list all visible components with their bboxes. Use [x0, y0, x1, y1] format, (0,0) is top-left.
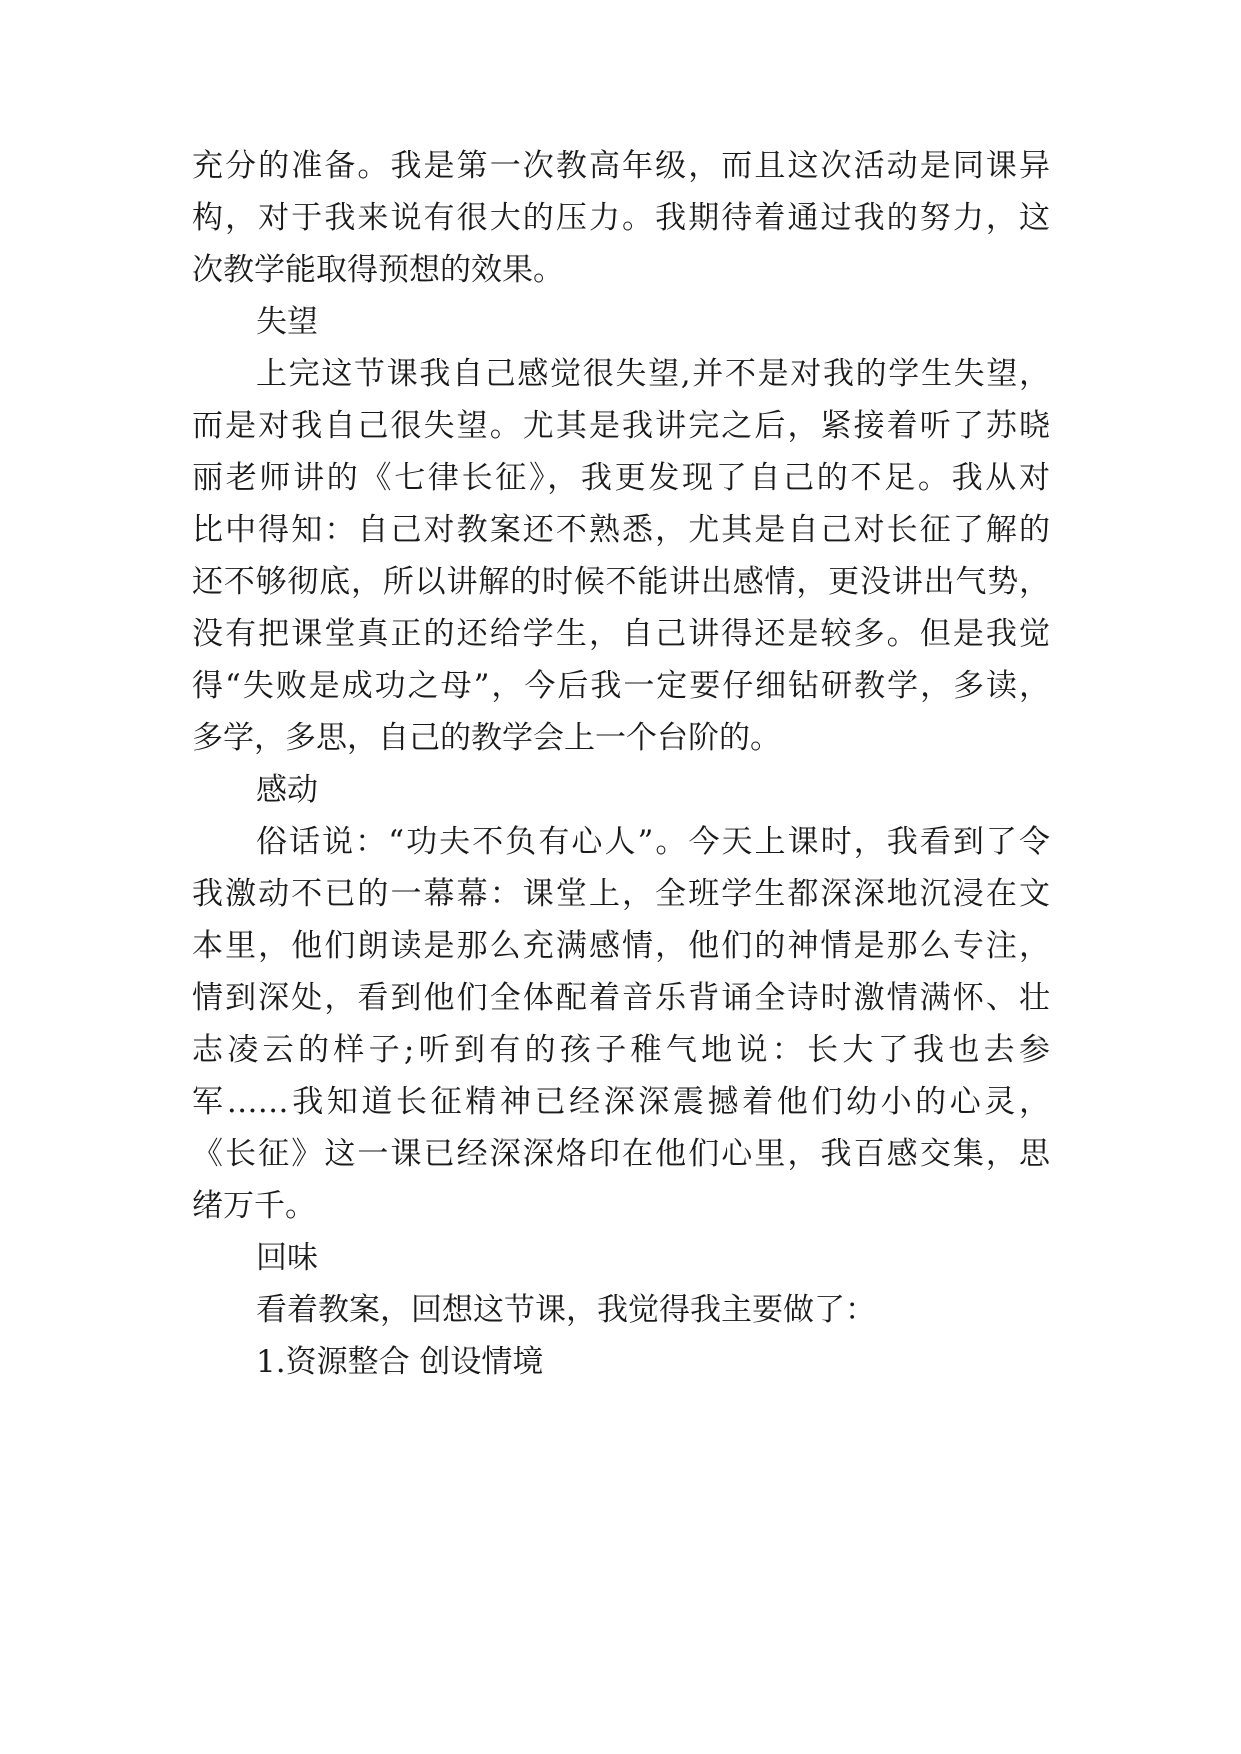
paragraph-line: 志凌云的样子;听到有的孩子稚气地说：长大了我也去参 [192, 1032, 1050, 1068]
paragraph-line: 情到深处，看到他们全体配着音乐背诵全诗时激情满怀、壮 [192, 980, 1050, 1016]
paragraph-line: 构，对于我来说有很大的压力。我期待着通过我的努力，这 [192, 200, 1050, 236]
section-heading: 失望 [256, 304, 318, 340]
paragraph-line: 充分的准备。我是第一次教高年级，而且这次活动是同课异 [192, 148, 1050, 184]
paragraph-line: 得“失败是成功之母”，今后我一定要仔细钻研教学，多读， [192, 668, 1050, 704]
section-heading: 感动 [256, 772, 318, 808]
paragraph-line: 丽老师讲的《七律长征》，我更发现了自己的不足。我从对 [192, 460, 1050, 496]
paragraph-line: 本里，他们朗读是那么充满感情，他们的神情是那么专注， [192, 928, 1050, 964]
paragraph-line: 绪万千。 [192, 1188, 316, 1224]
list-item: 1.资源整合 创设情境 [256, 1344, 544, 1380]
section-heading: 回味 [256, 1240, 318, 1276]
paragraph-line: 而是对我自己很失望。尤其是我讲完之后，紧接着听了苏晓 [192, 408, 1050, 444]
paragraph-line: 我激动不已的一幕幕：课堂上，全班学生都深深地沉浸在文 [192, 876, 1050, 912]
paragraph-line: 看着教案，回想这节课，我觉得我主要做了： [256, 1292, 876, 1328]
paragraph-line: 还不够彻底，所以讲解的时候不能讲出感情，更没讲出气势， [192, 564, 1050, 600]
paragraph-line: 俗话说：“功夫不负有心人”。今天上课时，我看到了令 [256, 824, 1050, 860]
paragraph-line: 上完这节课我自己感觉很失望,并不是对我的学生失望， [256, 356, 1050, 392]
paragraph-line: 次教学能取得预想的效果。 [192, 252, 564, 288]
paragraph-line: 比中得知：自己对教案还不熟悉，尤其是自己对长征了解的 [192, 512, 1050, 548]
paragraph-line: 没有把课堂真正的还给学生，自己讲得还是较多。但是我觉 [192, 616, 1050, 652]
paragraph-line: 《长征》这一课已经深深烙印在他们心里，我百感交集，思 [192, 1136, 1050, 1172]
paragraph-line: 多学，多思，自己的教学会上一个台阶的。 [192, 720, 781, 756]
paragraph-line: 军……我知道长征精神已经深深震撼着他们幼小的心灵， [192, 1084, 1050, 1120]
